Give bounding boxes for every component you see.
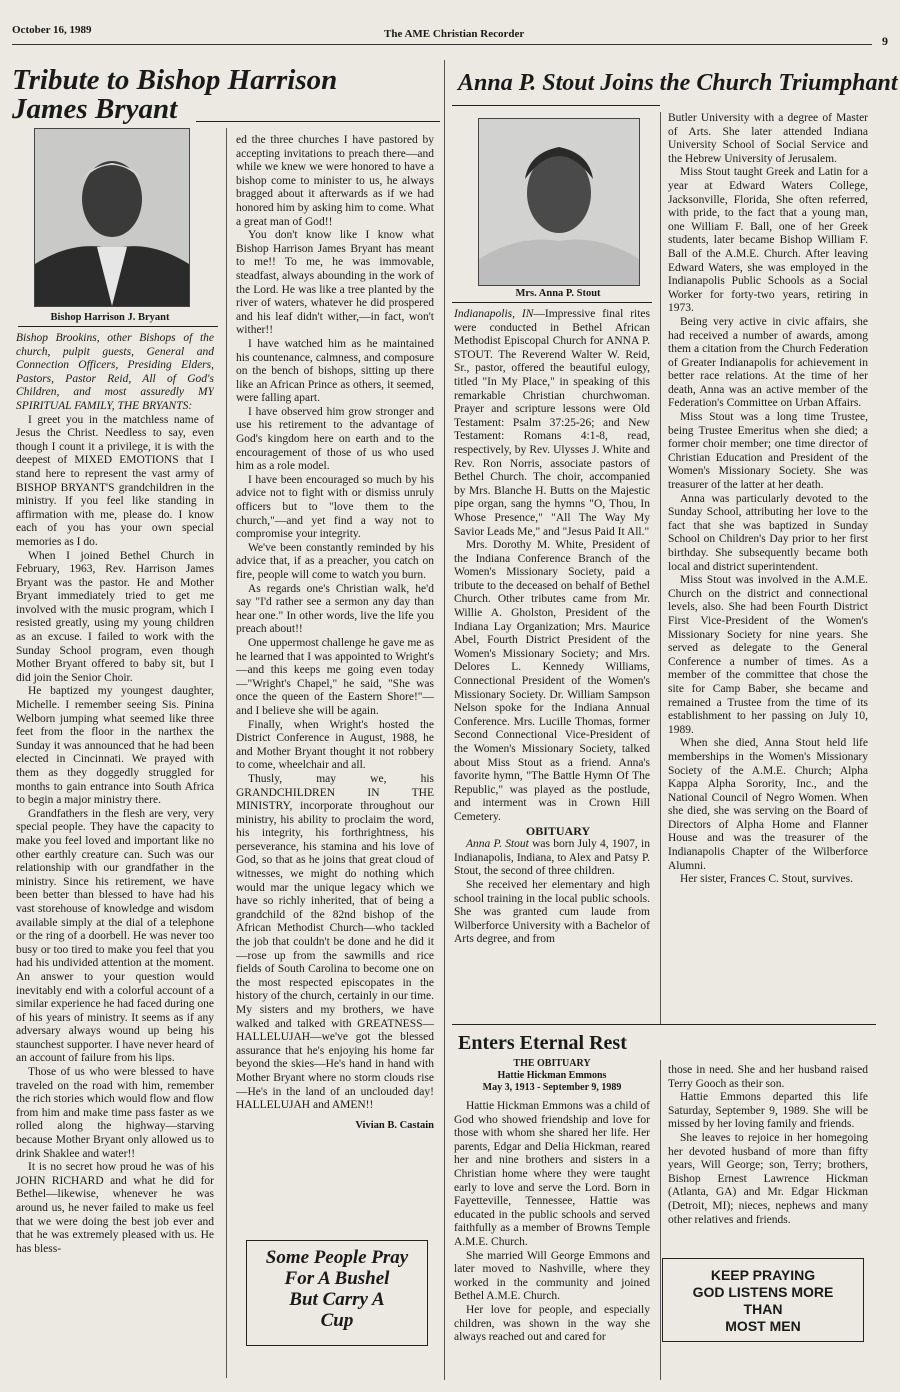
paragraph: It is no secret how proud he was of his JOHN RICHARD and what he did for Bethel—likewise, whenever he was around us, he never failed to make us feel that we were doing the best job ever and that he was extremely pleased with us. He has bless- — [16, 1161, 214, 1255]
paragraph: I greet you in the matchless name of Jesus the Christ. Needless to say, even though I count it a privilege, it is with the deepest of MIXED EMOTIONS that I stand here to represent the vast army of BISHOP BRYANT'S grandchildren in the ministry. If you feel like standing in affirmation with me, please do. I know each of you has your own special memories as I do. — [16, 413, 214, 548]
keep-line: THAN — [743, 1301, 783, 1317]
paragraph: He baptized my youngest daughter, Michelle. I remember seeing Sis. Pinina Welborn jumping what seemed like three feet from the floor in the narthex the Sunday it was announced that he had been elected in Cincinnati. We prayed with them as they doggedly struggled for months to gain entrance into South Africa to begin a major ministry there. — [16, 685, 214, 807]
paragraph: Hattie Hickman Emmons was a child of God who showed friendship and love for those with whom she shared her life. Her parents, Edgar and Delia Hickman, reared her and nine brothers and sisters in a Christian home where they were taught early to love and serve the Lord. Born in Fayetteville, Tennessee, Hattie was educated in the public schools and served faithfully as a member of Browns Temple A.M.E. Church. — [454, 1100, 650, 1248]
keep-line: GOD LISTENS MORE — [692, 1284, 834, 1300]
paragraph: ed the three churches I have pastored by accepting invitations to preach there—and while we knew we were honored to have a bishop come to minister to us, he always bragged about it afterwards as if we had honored him by asking him to come. What a great man of God!! — [236, 134, 434, 228]
title-rule — [196, 121, 440, 122]
paragraph: Finally, when Wright's hosted the District Conference in August, 1988, he and Mother Bryant thought it not robbery to come, wheelchair and all. — [236, 718, 434, 772]
paragraph: As regards one's Christian walk, he'd say "I'd rather see a sermon any day than hear one." In other words, live the life you preach about!! — [236, 582, 434, 636]
stout-rule — [452, 105, 660, 106]
keep-line: KEEP PRAYING — [710, 1267, 816, 1283]
paper-name: The AME Christian Recorder — [384, 28, 525, 40]
obituary-heading: OBITUARY — [525, 823, 591, 838]
paragraph: Those of us who were blessed to have traveled on the road with him, remember the rich stories which would flow and flow from him and make time pass faster as we rolled along the highway—starving because Mother Bryant only allowed us to drink Shaklee and water!! — [16, 1066, 214, 1160]
paragraph: Her love for people, and especially children, was shown in the way she always reached out and cared for — [454, 1303, 650, 1344]
tribute-title-line2: James Bryant — [12, 93, 178, 125]
issue-date: October 16, 1989 — [12, 24, 92, 36]
subheading-line: Hattie Hickman Emmons — [497, 1070, 607, 1081]
section-rule — [452, 1024, 876, 1025]
eternal-rest-column-1 — [454, 1100, 650, 1380]
tribute-column-2 — [236, 134, 434, 1234]
paragraph-text: —Impressive final rites were conducted in Bethel African Methodist Episcopal Church for ANNA P. STOUT. The Reverend Walter W. Reid, Sr., pastor, offered the beautiful eulogy, titled "In My Place," in speaking of this remarkable Christian churchwoman. Prayer and scripture lessons were Old Testament: Psalm 37:25-26; and New Testament: Romans 4:1-8, read, respectively, by Rev. Ulysses J. White and Rev. Ron Norris, associate pastors of Bethel Church. The choir, accompanied by Mrs. Blanche H. Butts on the Majestic pipe organ, sang the hymns "O, Thou, In Whose Presence," "All The Way My Savior Leads Me," and "Jesus Paid It All." — [454, 308, 650, 538]
eternal-rest-column-2 — [668, 1064, 868, 1254]
stout-photo-caption: Mrs. Anna P. Stout — [515, 288, 601, 299]
column-divider — [660, 112, 661, 1024]
paragraph: When I joined Bethel Church in February, 1963, Rev. Harrison James Bryant was the pastor. He and Mother Bryant immediately tried to get me involved with the music program, which I resisted greatly, using my young children as an excuse. I failed to work with the Sunday School program, even though Mother Bryant offered to baby sit, but I did join the Senior Choir. — [16, 549, 214, 684]
bryant-photo-caption: Bishop Harrison J. Bryant — [50, 312, 170, 323]
bishop-bryant-photo — [34, 128, 190, 307]
pray-line: But Carry A — [289, 1289, 385, 1310]
obituary-subheading — [454, 1058, 650, 1094]
keep-line: MOST MEN — [725, 1318, 801, 1334]
page-header — [12, 24, 888, 48]
pray-line: For A Bushel — [284, 1268, 390, 1289]
column-divider — [660, 1060, 661, 1380]
section-divider — [444, 60, 445, 1380]
paragraph: Miss Stout was involved in the A.M.E. Church on the district and connectional levels, also. She had been Fourth District First Vice-President of the Women's Missionary Society for nine years. She served as delegate to the General Conference a number of times. As a member of the committee that chose the site for Camp Baber, she became and remained a Trustee from the time of its establishment to her passing on July 10, 1989. — [668, 574, 868, 736]
paragraph: She received her elementary and high school training in the local public schools. She was granted cum laude from Wilberforce University with a Bachelor of Arts degree, and from — [454, 878, 650, 946]
stout-column-1 — [454, 308, 650, 1018]
dateline: Indianapolis, IN — [454, 308, 534, 320]
caption-rule — [18, 326, 218, 327]
pray-line: Cup — [320, 1310, 354, 1331]
caption-rule — [452, 302, 652, 303]
subheading-line: THE OBITUARY — [513, 1058, 591, 1069]
paragraph: Mrs. Dorothy M. White, President of the Indiana Conference Branch of the Women's Missionary Society, paid a tribute to the deceased on behalf of Bethel Church. Other tributes came from Mr. Willie A. Gholston, President of the Indiana Lay Organization; Mrs. Maurice Abel, Fourth District President of the Women's Missionary Society; and Mrs. Delores L. Kennedy Williams, Connectional President of the Women's Missionary Society. Dr. William Sampson Nelson spoke for the Indiana Annual Conference. Mrs. Lucille Thomas, former Second Connectional Vice-President of the Women's Missionary Society, talked about Miss Stout as a friend. Anna's favorite hymn, "The Battle Hymn Of The Republic," was played as the postlude, and interment was in Crown Hill Cemetery. — [454, 539, 650, 823]
paragraph: Miss Stout was a long time Trustee, being Trustee Emeritus when she died; a former choir member; one time director of Christian Education and President of the Women's Missionary Society. She was treasurer of the latter at her death. — [668, 411, 868, 492]
portrait-illustration — [35, 129, 189, 306]
obit-name: Anna P. Stout — [466, 838, 529, 851]
paragraph: Thusly, may we, his GRANDCHILDREN IN THE MINISTRY, incorporate throughout our ministry, his ability to proclaim the word, his integrity, his forthrightness, his perseverance, his stamina and his love of God, so that as he joins that great cloud of witnesses, we might do nothing which would mar the unique legacy which we have so richly inherited, that of being a grandchild of the 82nd bishop of the African Methodist Church—who tackled the job that couldn't be done and he did it—rose up from the sawmills and rice fields of South Carolina to become one on the most respected episcopates in the history of the church, certainly in our time. My sisters and my brothers, we have walked and talked with GREATNESS—HALLELUJAH—we've got the blessed assurance that he's enjoying his home far beyond the skies—He's hand in hand with Mother Bryant where no storm clouds rise—He's in the land of an unclouded day! HALLELUJAH and AMEN!! — [236, 772, 434, 1112]
paragraph: You don't know like I know what Bishop Harrison James Bryant has meant to me!! To me, he was immovable, steadfast, always abounding in the work of the Lord. He was like a tree planted by the river of waters, whatever he did prospered and his leaf didn't wither,—in fact, won't wither!! — [236, 229, 434, 337]
paragraph — [454, 838, 650, 879]
pray-line: Some People Pray — [265, 1247, 409, 1268]
paragraph: I have been encouraged so much by his advice not to fight with or dismiss unruly officers but to "love them to the church,"—and yet find a way not to compromise your integrity. — [236, 473, 434, 541]
paragraph: Anna was particularly devoted to the Sunday School, attributing her love to the fact that she was baptized in Sunday School on Children's Day prior to her first birthday. She subsequently became both local and district superintendent. — [668, 492, 868, 573]
salutation: Bishop Brookins, other Bishops of the church, pulpit guests, General and Connection Officers, Presiding Elders, Pastors, Pastor Reid, All of God's Children, and most assuredly MY SPIRITUAL FAMILY, THE BRYANTS: — [16, 332, 214, 412]
paragraph-text: was born July 4, 1907, in Indianapolis, Indiana, to Alex and Patsy P. Stout, the second of three children. — [454, 838, 650, 878]
paragraph: Her sister, Frances C. Stout, survives. — [680, 873, 853, 886]
eternal-rest-title: Enters Eternal Rest — [458, 1032, 627, 1054]
paragraph: Being very active in civic affairs, she had received a number of awards, among them a citation from the Church Federation of Greater Indianapolis for achievement in better race relations. At the time of her death, Anna was an active member of the Federation's Committee on Urban Affairs. — [668, 315, 868, 410]
paragraph: She leaves to rejoice in her homegoing her devoted husband of more than fifty years, Will George; son, Terry; brothers, Bishop Ernest Lawrence Hickman (Atlanta, GA) and Mr. Edgar Hickman (Detroit, MI); nieces, nephews and many other relatives and friends. — [668, 1131, 868, 1226]
page-number: 9 — [882, 34, 888, 48]
paragraph: I have watched him as he maintained his countenance, calmness, and composure on the bench of bishops, sitting up there like an African Prince as others, it seemed, were falling apart. — [236, 337, 434, 405]
paragraph: those in need. She and her husband raised Terry Gooch as their son. — [668, 1064, 868, 1090]
paragraph: I have observed him grow stronger and use his retirement to the advantage of God's kingdom here on earth and to the encouragement of those of us who used him as a role model. — [236, 405, 434, 473]
paragraph: When she died, Anna Stout held life memberships in the Women's Missionary Society of the A.M.E. Church; Alpha Kappa Alpha Sorority, Inc., and the National Council of Negro Women. When she died, she was serving on the Board of Directors of Alpha Home and Flanner House and was the treasurer of the Indianapolis Chapter of the Wilberforce Alumni. — [668, 737, 868, 872]
paragraph: Miss Stout taught Greek and Latin for a year at Edward Waters College, Jacksonville, Florida, She often referred, with pride, to the fact that a young man, one William F. Ball, one of her Greek students, later became Bishop William F. Ball of the A.M.E. Church. After leaving Edward Waters, she was employed in the Indianapolis Public Schools as a Social Worker for forty-two years, retiring in 1973. — [668, 166, 868, 315]
paragraph: She married Will George Emmons and later moved to Nashville, where they worked in the community and joined Bethel A.M.E. Church. — [454, 1249, 650, 1303]
signature: Vivian B. Castain — [355, 1119, 434, 1131]
paragraph: Hattie Emmons departed this life Saturday, September 9, 1989. She will be missed by her loving family and friends. — [668, 1091, 868, 1131]
portrait-illustration — [479, 119, 639, 285]
pray-box — [246, 1240, 428, 1346]
subheading-line: May 3, 1913 - September 9, 1989 — [482, 1082, 622, 1093]
stout-column-2 — [668, 112, 868, 1024]
paragraph: Grandfathers in the flesh are very, very special people. They have the capacity to make you feel loved and important like no other earthly creature can. Such was our relationship with our grandfather in the ministry. Since his retirement, we have been better than blessed to have had his vast storehouse of knowledge and wisdom available simply at the dial of a telephone or the ring of a doorbell. He was never too busy or too tired to make you feel that you had his undivided attention at the moment. An answer to your question would inevitably end with a colorful account of a similar experience he had faced during one of his years of ministry. It seems as if any adversary always wound up being his staunchest supporter. I have never heard of an account of failure from his lips. — [16, 807, 214, 1065]
tribute-column-1 — [16, 332, 214, 1382]
anna-stout-photo — [478, 118, 640, 286]
tribute-title-line1: Tribute to Bishop Harrison — [12, 64, 338, 96]
paragraph: One uppermost challenge he gave me as he learned that I was appointed to Wright's—and this keeps me going even today—"Wright's Chapel," he said, "She was once the queen of the Eastern Shore!"—and I believe she will be again. — [236, 636, 434, 717]
stout-title: Anna P. Stout Joins the Church Triumphant — [458, 70, 898, 96]
column-divider — [226, 128, 227, 1378]
keep-praying-box — [662, 1258, 864, 1342]
paragraph: We've been constantly reminded by his advice that, if as a preacher, you catch on fire, people will come to watch you burn. — [236, 541, 434, 581]
paragraph — [454, 308, 650, 539]
paragraph: Butler University with a degree of Master of Arts. She later attended Indiana University School of Social Service and the Hebrew University of Jerusalem. — [668, 112, 868, 165]
